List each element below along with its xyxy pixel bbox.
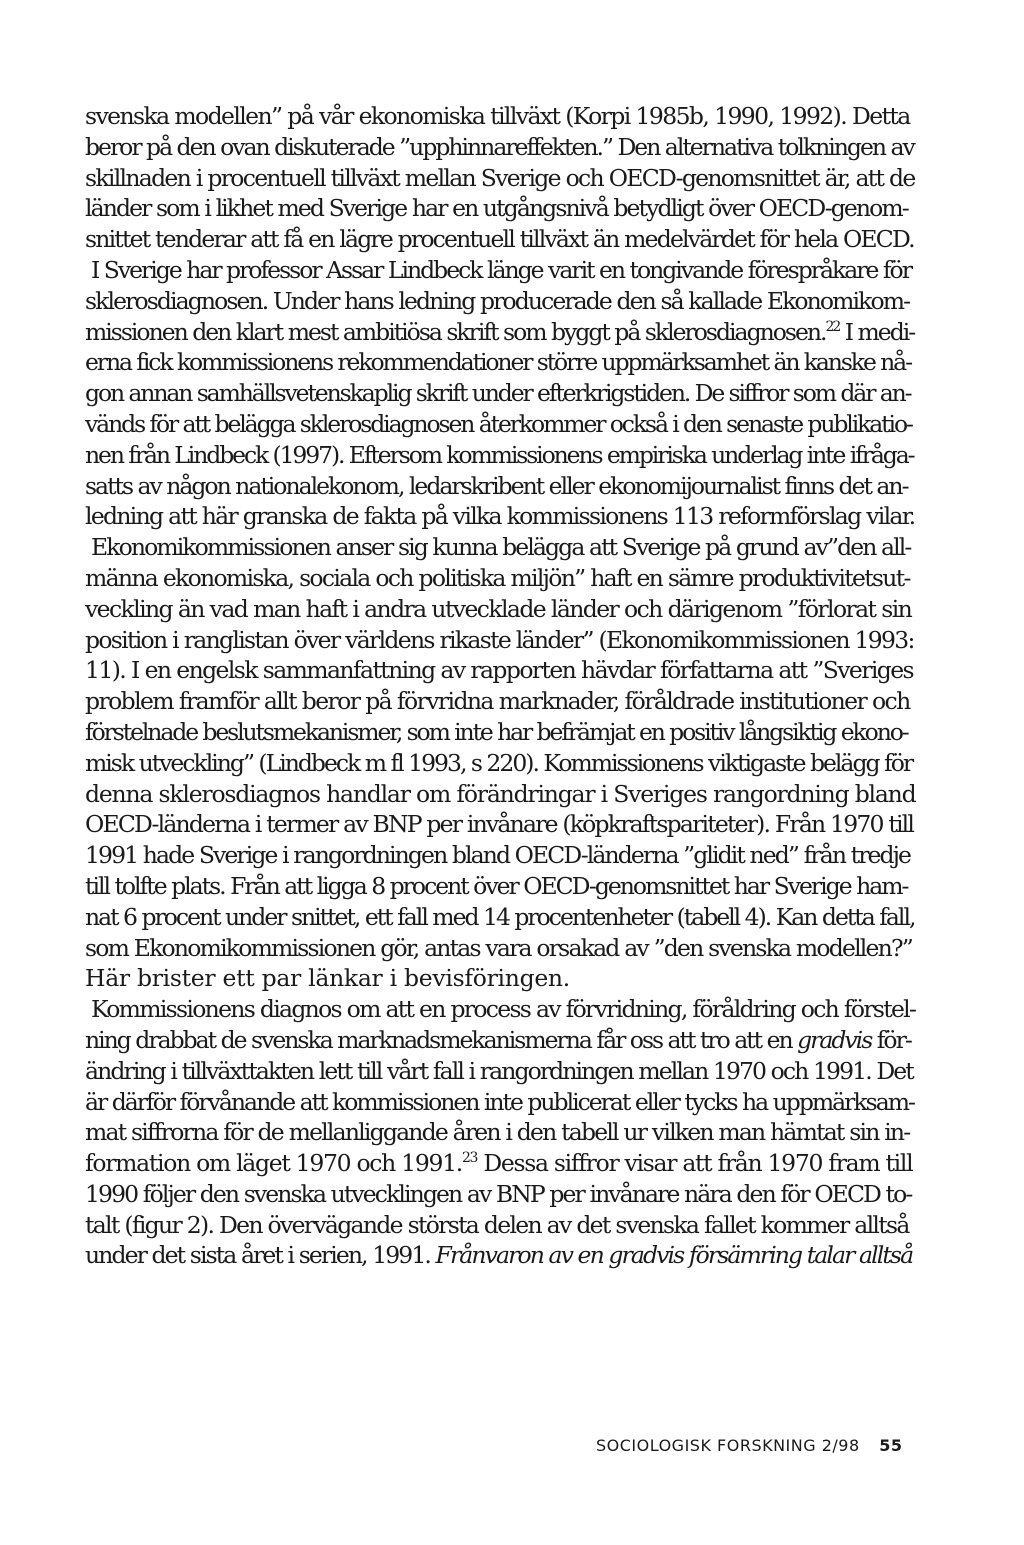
text-segment: problem framför allt beror på förvridna marknader, föråldrade institutioner och [85, 687, 910, 716]
text-segment: Kommissionens diagnos om att en process av förvridning, föråldring och förstel- [91, 995, 916, 1024]
text-segment: 1991 hade Sverige i rangordningen bland OECD-länderna ”glidit ned” från tredje [85, 841, 911, 870]
text-line [85, 1087, 915, 1118]
text-segment: 11). I en engelsk sammanfattning av rapporten hävdar författarna att ”Sveriges [85, 656, 913, 685]
text-segment: som Ekonomikommissionen gör, antas vara orsakad av ”den svenska modellen?” [85, 933, 912, 962]
text-segment: länder som i likhet med Sverige har en utgångsnivå betydligt över OECD-genom- [85, 194, 908, 223]
text-line [85, 224, 915, 255]
text-segment: Ekonomikommissionen anser sig kunna belägga att Sverige på grund av”den all- [91, 533, 911, 562]
text-segment: missionen den klart mest ambitiösa skrift som byggt på sklerosdiagnosen. [85, 317, 826, 346]
text-line [85, 378, 915, 409]
text-segment: till tolfte plats. Från att ligga 8 procent över OECD-genomsnittet har Sverige ham- [85, 871, 908, 900]
text-segment: nat 6 procent under snittet, ett fall med 14 procentenheter (tabell 4). Kan detta fall, [85, 902, 915, 931]
text-line [85, 501, 915, 532]
text-line [85, 625, 915, 656]
footnote-ref: 22 [825, 318, 840, 335]
text-line [85, 317, 915, 348]
text-line [85, 809, 915, 840]
text-segment: nen från Lindbeck (1997). Eftersom kommissionens empiriska underlag inte ifråga- [85, 440, 914, 469]
text-line [85, 163, 915, 194]
text-line [85, 748, 915, 779]
text-line [85, 563, 915, 594]
text-line [85, 1117, 915, 1148]
text-line [85, 471, 915, 502]
text-segment: är därför förvånande att kommissionen inte publicerat eller tycks ha uppmärksam- [85, 1087, 914, 1116]
text-line [85, 655, 915, 686]
text-segment: veckling än vad man haft i andra utvecklade länder och därigenom ”förlorat sin [85, 594, 912, 623]
text-line [85, 1240, 915, 1271]
text-line [85, 409, 915, 440]
text-segment: I medi- [839, 317, 915, 346]
italic-text: gradvis [797, 1025, 872, 1054]
text-line [85, 1179, 915, 1210]
text-segment: sklerosdiagnosen. Under hans ledning producerade den så kallade Ekonomikom- [85, 286, 910, 315]
text-line [85, 286, 915, 317]
text-line [85, 255, 915, 286]
body-text [85, 101, 915, 1271]
text-segment: för- [871, 1025, 911, 1054]
text-segment: ning drabbat de svenska marknadsmekanismerna får oss att tro att en [85, 1025, 798, 1054]
text-line [85, 1056, 915, 1087]
footnote-ref: 23 [461, 1150, 478, 1167]
text-line [85, 347, 915, 378]
text-segment: 1990 följer den svenska utvecklingen av BNP per invånare nära den för OECD to- [85, 1179, 912, 1208]
text-segment: vänds för att belägga sklerosdiagnosen återkommer också i den senaste publikatio- [85, 409, 912, 438]
text-line [85, 994, 915, 1025]
text-segment: mat siffrorna för de mellanliggande åren i den tabell ur vilken man hämtat sin in- [85, 1118, 910, 1147]
text-segment: svenska modellen” på vår ekonomiska tillväxt (Korpi 1985b, 1990, 1992). Detta [85, 102, 910, 130]
text-line [85, 1025, 915, 1056]
text-line [85, 101, 915, 132]
text-segment: snittet tenderar att få en lägre procentuell tillväxt än medelvärdet för hela OECD. [85, 225, 914, 254]
text-segment: männa ekonomiska, sociala och politiska miljön” haft en sämre produktivitetsut- [85, 563, 910, 592]
text-line [85, 871, 915, 902]
text-line [85, 440, 915, 471]
text-line [85, 933, 915, 964]
text-segment: ledning att här granska de fakta på vilka kommissionens 113 reformförslag vilar. [85, 502, 915, 531]
text-segment: formation om läget 1970 och 1991. [85, 1149, 462, 1178]
text-segment: I Sverige har professor Assar Lindbeck länge varit en tongivande förespråkare för [91, 255, 911, 284]
page-footer [596, 1436, 916, 1460]
text-segment: skillnaden i procentuell tillväxt mellan Sverige och OECD-genomsnittet är, att de [85, 163, 915, 192]
text-segment: satts av någon nationalekonom, ledarskribent eller ekonomijournalist finns det an- [85, 471, 908, 500]
text-segment: position i ranglistan över världens rikaste länder” (Ekonomikommissionen 1993: [85, 625, 914, 654]
text-line [85, 594, 915, 625]
text-line [85, 132, 915, 163]
text-segment: gon annan samhällsvetenskaplig skrift under efterkrigstiden. De siffror som där an- [85, 379, 911, 408]
text-segment: ändring i tillväxttakten lett till vårt fall i rangordningen mellan 1970 och 1991. Det [85, 1056, 913, 1085]
text-segment: beror på den ovan diskuterade ”upphinnareffekten.” Den alternativa tolkningen av [85, 132, 914, 161]
text-segment: erna fick kommissionens rekommendationer större uppmärksamhet än kanske nå- [85, 348, 911, 377]
text-line [85, 840, 915, 871]
text-line [85, 193, 915, 224]
text-segment: denna sklerosdiagnos handlar om förändringar i Sveriges rangordning bland [85, 779, 916, 808]
journal-name: SOCIOLOGISK FORSKNING 2/98 [596, 1436, 860, 1455]
text-line [85, 1210, 915, 1241]
text-line [85, 963, 915, 994]
text-segment: OECD-länderna i termer av BNP per invånare (köpkraftspariteter). Från 1970 till [85, 810, 914, 839]
text-line [85, 717, 915, 748]
text-line [85, 779, 915, 810]
text-line [85, 902, 915, 933]
text-segment: Här brister ett par länkar i bevisföringen. [85, 964, 570, 993]
text-line [85, 532, 915, 563]
text-segment: talt (figur 2). Den övervägande största delen av det svenska fallet kommer alltså [85, 1210, 909, 1239]
text-segment: under det sista året i serien, 1991. [85, 1241, 436, 1270]
text-line [85, 686, 915, 717]
text-line [85, 1148, 915, 1179]
text-segment: förstelnade beslutsmekanismer, som inte har befrämjat en positiv långsiktig ekono- [85, 717, 908, 746]
italic-text: Frånvaron av en gradvis försämring talar alltså [435, 1241, 913, 1270]
page-number: 55 [879, 1436, 903, 1455]
text-segment: Dessa siffror visar att från 1970 fram till [477, 1149, 913, 1178]
text-segment: misk utveckling” (Lindbeck m fl 1993, s 220). Kommissionens viktigaste belägg för [85, 748, 913, 777]
